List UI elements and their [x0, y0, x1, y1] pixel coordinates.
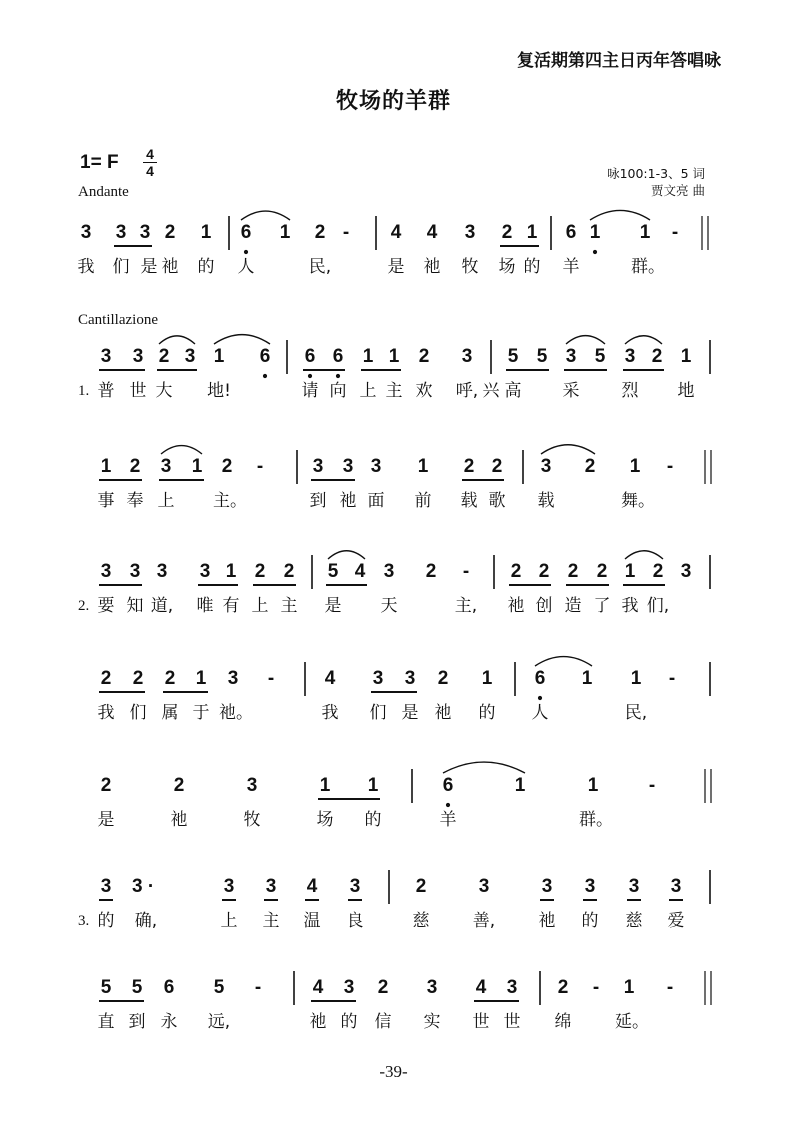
- note-dash: -: [648, 775, 656, 796]
- lyric-syllable: 主: [385, 381, 403, 401]
- note: 2: [651, 346, 663, 367]
- lyric-syllable: 实: [423, 1012, 441, 1032]
- note: 6: [442, 775, 454, 796]
- note: 2: [164, 668, 176, 689]
- tie-arc: [159, 336, 195, 344]
- tie-arc: [566, 336, 605, 344]
- lyric-syllable: 祂: [309, 1012, 327, 1032]
- note: 1: [362, 346, 374, 367]
- tie-arc: [161, 446, 202, 454]
- note: 3: [404, 668, 416, 689]
- lyric-syllable: 们,: [646, 596, 670, 616]
- tie-arc: [590, 210, 650, 220]
- lyric-syllable: 远,: [207, 1012, 231, 1032]
- note: 2: [463, 456, 475, 477]
- note: 6: [565, 222, 577, 243]
- note: 6: [259, 346, 271, 367]
- note: 2: [652, 561, 664, 582]
- tie-arc: [328, 551, 365, 559]
- tie-arc: [241, 211, 290, 220]
- lyric-syllable: 的: [197, 257, 215, 277]
- note: 2: [100, 775, 112, 796]
- note: 3: [132, 346, 144, 367]
- octave-dot-below: [538, 696, 542, 700]
- lyric-syllable: 上: [359, 381, 377, 401]
- note: 3: [100, 561, 112, 582]
- lyric-syllable: 主: [262, 911, 280, 931]
- lyric-syllable: 直: [97, 1012, 115, 1032]
- note: 3: [370, 456, 382, 477]
- lyric-syllable: 到: [128, 1012, 146, 1032]
- lyric-syllable: 羊: [439, 810, 457, 830]
- liturgical-title: 复活期第四主日丙年答唱咏: [517, 51, 721, 71]
- octave-dot-below: [263, 374, 267, 378]
- octave-dot-below: [336, 374, 340, 378]
- lyric-syllable: 欢: [415, 381, 433, 401]
- note: 5: [507, 346, 519, 367]
- lyric-syllable: 爱: [667, 911, 685, 931]
- note: 1: [680, 346, 692, 367]
- note: 4: [306, 876, 318, 897]
- note: 6: [332, 346, 344, 367]
- note: 2: [415, 876, 427, 897]
- lyric-syllable: 场: [498, 257, 516, 277]
- note: 2: [557, 977, 569, 998]
- lyric-syllable: 确,: [134, 911, 158, 931]
- note: 1: [629, 456, 641, 477]
- note: 3: [464, 222, 476, 243]
- note: 1: [514, 775, 526, 796]
- note-dash: -: [254, 977, 262, 998]
- final-barline: [705, 971, 711, 1005]
- tie-arc: [214, 335, 270, 344]
- lyric-syllable: 道,: [150, 596, 174, 616]
- lyric-syllable: 信: [374, 1012, 392, 1032]
- lyric-syllable: 善,: [472, 911, 496, 931]
- note: 2: [501, 222, 513, 243]
- note: 2: [418, 346, 430, 367]
- note: 2: [132, 668, 144, 689]
- lyric-syllable: 的: [340, 1012, 358, 1032]
- lyric-syllable: 民,: [624, 703, 648, 723]
- lyric-syllable: 创: [535, 596, 553, 616]
- lyric-syllable: 祂: [423, 257, 441, 277]
- lyric-syllable: 主。: [213, 491, 247, 511]
- lyric-syllable: 呼,: [455, 381, 479, 401]
- lyric-syllable: 的: [364, 810, 382, 830]
- section-marking: Cantillazione: [78, 312, 158, 328]
- lyric-syllable: 祂: [161, 257, 179, 277]
- lyric-syllable: 上: [157, 491, 175, 511]
- lyric-syllable: 到: [309, 491, 327, 511]
- lyric-syllable: 们: [369, 703, 387, 723]
- note: 1: [623, 977, 635, 998]
- lyric-syllable: 祂: [339, 491, 357, 511]
- note: 3: [628, 876, 640, 897]
- lyric-syllable: 采: [562, 381, 580, 401]
- lyric-syllable: 兴: [482, 381, 500, 401]
- page-number: -39-: [379, 1062, 408, 1081]
- lyric-syllable: 地!: [207, 381, 231, 401]
- final-barline: [702, 216, 708, 250]
- lyric-syllable: 是: [401, 703, 419, 723]
- note: 3: [372, 668, 384, 689]
- note: 1: [195, 668, 207, 689]
- note: 4: [354, 561, 366, 582]
- note: 1: [100, 456, 112, 477]
- note: 3: [223, 876, 235, 897]
- note: 3: [265, 876, 277, 897]
- note: 1: [581, 668, 593, 689]
- note-dash: -: [342, 222, 350, 243]
- note: 1: [526, 222, 538, 243]
- lyric-syllable: 是: [97, 810, 115, 830]
- lyric-syllable: 是: [140, 257, 158, 277]
- note: 3: [426, 977, 438, 998]
- lyric-syllable: 有: [222, 596, 240, 616]
- note-dash: -: [671, 222, 679, 243]
- verse-number: 3.: [78, 913, 90, 929]
- lyric-syllable: 温: [303, 911, 321, 931]
- lyric-syllable: 主,: [454, 596, 478, 616]
- note: 3: [565, 346, 577, 367]
- lyric-syllable: 上: [220, 911, 238, 931]
- note: 1: [279, 222, 291, 243]
- note: 1: [388, 346, 400, 367]
- note: 4: [475, 977, 487, 998]
- note: 6: [534, 668, 546, 689]
- note: 3: [227, 668, 239, 689]
- lyric-syllable: 世: [129, 381, 147, 401]
- note-dash: -: [668, 668, 676, 689]
- note: 1: [213, 346, 225, 367]
- note: 3: [680, 561, 692, 582]
- verse-number: 1.: [78, 383, 90, 399]
- note: 3: [184, 346, 196, 367]
- note: 1: [191, 456, 203, 477]
- note: 3: [349, 876, 361, 897]
- note: 2: [158, 346, 170, 367]
- lyric-syllable: 祂: [434, 703, 452, 723]
- note: 2: [425, 561, 437, 582]
- note: 3 ·: [132, 876, 155, 897]
- note: 2: [584, 456, 596, 477]
- note: 2: [567, 561, 579, 582]
- note: 3: [100, 876, 112, 897]
- note: 1: [589, 222, 601, 243]
- note: 3: [343, 977, 355, 998]
- note: 3: [312, 456, 324, 477]
- note-dash: -: [666, 977, 674, 998]
- note: 3: [246, 775, 258, 796]
- lyric-syllable: 牧: [461, 257, 479, 277]
- note: 4: [324, 668, 336, 689]
- final-barline: [705, 450, 711, 484]
- note: 2: [538, 561, 550, 582]
- note: 4: [390, 222, 402, 243]
- tempo-marking: Andante: [78, 184, 129, 200]
- lyric-syllable: 前: [414, 491, 432, 511]
- note: 3: [80, 222, 92, 243]
- note: 3: [160, 456, 172, 477]
- lyric-syllable: 地: [677, 381, 695, 401]
- tie-arc: [443, 762, 525, 773]
- octave-dot-below: [244, 250, 248, 254]
- lyric-syllable: 载: [460, 491, 478, 511]
- music-credit: 贾文亮 曲: [651, 183, 705, 198]
- note: 1: [225, 561, 237, 582]
- note: 2: [437, 668, 449, 689]
- lyric-syllable: 烈: [621, 381, 639, 401]
- time-signature-bottom: 4: [146, 163, 154, 179]
- note: 6: [304, 346, 316, 367]
- lyric-syllable: 祂: [170, 810, 188, 830]
- note: 3: [156, 561, 168, 582]
- lyric-syllable: 祂: [507, 596, 525, 616]
- lyric-syllable: 群。: [579, 810, 613, 830]
- lyric-syllable: 请: [301, 381, 319, 401]
- note: 2: [377, 977, 389, 998]
- lyric-syllable: 的: [523, 257, 541, 277]
- lyric-syllable: 天: [380, 596, 398, 616]
- note: 3: [478, 876, 490, 897]
- note-dash: -: [256, 456, 264, 477]
- lyric-syllable: 我: [321, 703, 339, 723]
- lyric-syllable: 民,: [308, 257, 332, 277]
- lyric-syllable: 良: [346, 911, 364, 931]
- octave-dot-below: [308, 374, 312, 378]
- lyric-syllable: 是: [324, 596, 342, 616]
- note: 4: [426, 222, 438, 243]
- lyric-syllable: 了: [593, 596, 611, 616]
- note: 1: [367, 775, 379, 796]
- lyric-syllable: 延。: [615, 1012, 649, 1032]
- note: 1: [630, 668, 642, 689]
- note: 2: [283, 561, 295, 582]
- lyric-syllable: 事: [97, 491, 115, 511]
- note: 3: [342, 456, 354, 477]
- lyric-syllable: 场: [316, 810, 334, 830]
- lyric-syllable: 我: [621, 596, 639, 616]
- lyric-syllable: 属: [161, 703, 179, 723]
- note: 5: [131, 977, 143, 998]
- note: 1: [639, 222, 651, 243]
- note: 3: [461, 346, 473, 367]
- lyric-syllable: 群。: [631, 257, 665, 277]
- lyric-syllable: 永: [160, 1012, 178, 1032]
- note: 1: [417, 456, 429, 477]
- note: 3: [115, 222, 127, 243]
- lyric-syllable: 向: [329, 381, 347, 401]
- lyric-syllable: 唯: [196, 596, 214, 616]
- song-title: 牧场的羊群: [335, 88, 451, 114]
- note: 2: [254, 561, 266, 582]
- lyric-syllable: 舞。: [621, 491, 655, 511]
- note: 6: [240, 222, 252, 243]
- tie-arc: [541, 445, 595, 454]
- note: 2: [173, 775, 185, 796]
- lyric-syllable: 的: [478, 703, 496, 723]
- note: 2: [164, 222, 176, 243]
- note: 2: [221, 456, 233, 477]
- lyric-syllable: 的: [97, 911, 115, 931]
- note: 2: [314, 222, 326, 243]
- note: 2: [596, 561, 608, 582]
- lyric-syllable: 主: [280, 596, 298, 616]
- note: 5: [213, 977, 225, 998]
- note: 3: [199, 561, 211, 582]
- note-dash: -: [592, 977, 600, 998]
- note: 1: [624, 561, 636, 582]
- lyric-syllable: 知: [126, 596, 144, 616]
- lyric-syllable: 歌: [488, 491, 506, 511]
- tie-arc: [625, 336, 662, 344]
- note: 2: [491, 456, 503, 477]
- lyric-syllable: 普: [97, 381, 115, 401]
- note: 5: [100, 977, 112, 998]
- verse-number: 2.: [78, 598, 90, 614]
- lyric-syllable: 奉: [126, 491, 144, 511]
- note-dash: -: [267, 668, 275, 689]
- lyric-syllable: 祂。: [219, 703, 253, 723]
- note: 3: [506, 977, 518, 998]
- note: 3: [584, 876, 596, 897]
- lyric-syllable: 我: [77, 257, 95, 277]
- lyric-syllable: 是: [387, 257, 405, 277]
- key-signature: 1= F: [80, 152, 119, 173]
- octave-dot-below: [446, 803, 450, 807]
- note: 2: [100, 668, 112, 689]
- final-barline: [705, 769, 711, 803]
- lyric-syllable: 慈: [625, 911, 643, 931]
- note: 5: [594, 346, 606, 367]
- note: 5: [327, 561, 339, 582]
- lyric-syllable: 人: [237, 257, 255, 277]
- lyric-syllable: 们: [129, 703, 147, 723]
- note: 1: [481, 668, 493, 689]
- note: 3: [139, 222, 151, 243]
- note: 3: [670, 876, 682, 897]
- note: 3: [129, 561, 141, 582]
- lyric-syllable: 面: [367, 491, 385, 511]
- lyric-syllable: 大: [155, 381, 173, 401]
- lyric-syllable: 祂: [538, 911, 556, 931]
- note-dash: -: [666, 456, 674, 477]
- lyric-syllable: 世: [503, 1012, 521, 1032]
- lyric-syllable: 高: [504, 381, 522, 401]
- lyric-syllable: 造: [564, 596, 582, 616]
- note: 1: [200, 222, 212, 243]
- lyric-syllable: 牧: [243, 810, 261, 830]
- note: 4: [312, 977, 324, 998]
- tie-arc: [625, 551, 663, 559]
- lyric-syllable: 上: [251, 596, 269, 616]
- lyric-syllable: 世: [472, 1012, 490, 1032]
- lyric-syllable: 羊: [562, 257, 580, 277]
- lyric-syllable: 于: [192, 703, 210, 723]
- lyric-syllable: 我: [97, 703, 115, 723]
- lyric-syllable: 们: [112, 257, 130, 277]
- lyric-syllable: 载: [537, 491, 555, 511]
- note: 1: [587, 775, 599, 796]
- note: 1: [319, 775, 331, 796]
- note: 5: [536, 346, 548, 367]
- lyric-syllable: 要: [97, 596, 115, 616]
- note: 3: [624, 346, 636, 367]
- note: 3: [540, 456, 552, 477]
- note: 6: [163, 977, 175, 998]
- note: 3: [541, 876, 553, 897]
- note: 2: [129, 456, 141, 477]
- lyric-syllable: 的: [581, 911, 599, 931]
- note: 2: [510, 561, 522, 582]
- note-dash: -: [462, 561, 470, 582]
- time-signature-top: 4: [146, 146, 154, 162]
- note: 3: [383, 561, 395, 582]
- lyric-syllable: 绵: [554, 1012, 572, 1032]
- lyrics-credit: 咏100:1-3、5 词: [607, 166, 705, 181]
- note: 3: [100, 346, 112, 367]
- lyric-syllable: 人: [531, 703, 549, 723]
- tie-arc: [535, 657, 592, 666]
- octave-dot-below: [593, 250, 597, 254]
- lyric-syllable: 慈: [412, 911, 430, 931]
